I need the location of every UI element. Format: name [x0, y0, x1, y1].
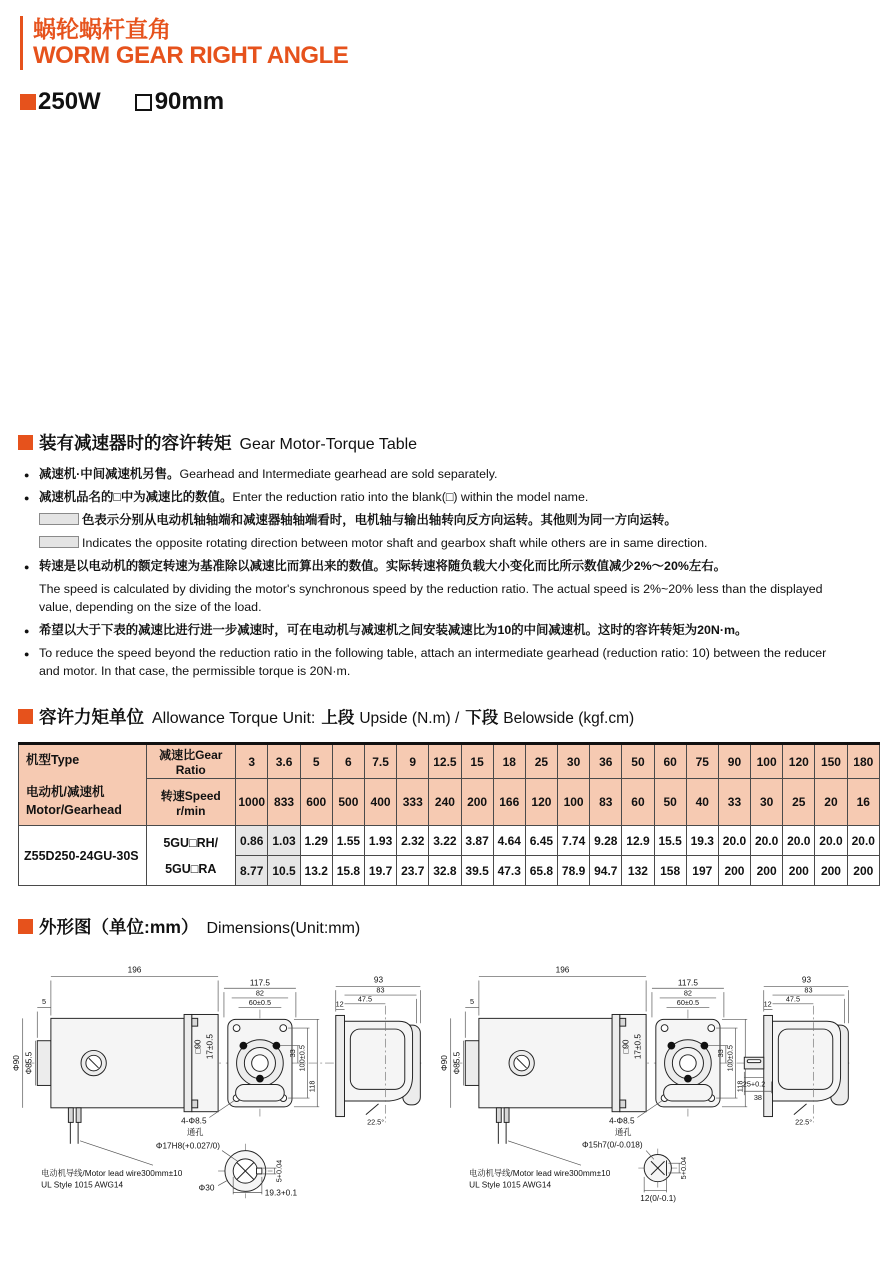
table-header-cell: 18 [493, 744, 525, 779]
table-header-cell: 6 [332, 744, 364, 779]
section-dims-en: Dimensions(Unit:mm) [206, 920, 361, 937]
note-zh: 色表示分别从电动机轴轴端和减速器轴轴端看时，电机轴与输出轴转向反方向运转。其他则为同一方向运转。 [82, 513, 677, 527]
lead-wire-note-1: 电动机导线/Motor lead wire300mm±10 [41, 1168, 183, 1178]
circle-element [280, 1025, 287, 1032]
table-header-cell: 90 [718, 744, 750, 779]
detail-keyh: 5+0.04 [678, 1156, 688, 1180]
table-value-cell: 19.3 [686, 826, 718, 856]
table-value-cell: 132 [622, 856, 654, 886]
detail-shaft: Φ15h7(0/-0.018) [581, 1140, 643, 1150]
table-header-cell: 500 [332, 779, 364, 826]
table-header-cell: 3.6 [268, 744, 300, 779]
table-value-cell: 12.9 [622, 826, 654, 856]
table-value-cell: 4.64 [493, 826, 525, 856]
bullet-icon [24, 535, 39, 553]
table-header-cell: 30 [751, 779, 783, 826]
table-value-cell: 20.0 [815, 826, 847, 856]
rect-element [747, 1060, 761, 1063]
note-en: Enter the reduction ratio into the blank(□) within the model name. [232, 490, 589, 504]
table-header-cell: 100 [558, 779, 590, 826]
table-header-cell: 20 [815, 779, 847, 826]
dim-118: 118 [735, 1080, 745, 1093]
dim-sq90: □90 [621, 1039, 631, 1054]
note-item [24, 512, 850, 530]
bullet-icon: ● [24, 625, 30, 636]
rect-element [504, 1108, 509, 1123]
note-item [24, 581, 850, 617]
lead-wire-note-2: UL Style 1015 AWG14 [41, 1180, 124, 1190]
table-header-cell: 25 [525, 744, 557, 779]
dim-83: 83 [376, 985, 385, 995]
dim-25: 25+0.2 [742, 1079, 766, 1089]
section-dims-zh: 外形图（单位:mm） [39, 917, 199, 937]
section-heading-dims [18, 914, 360, 939]
dim-117: 117.5 [677, 978, 698, 988]
upside-en: Upside (N.m) / [359, 710, 460, 727]
table-value-cell: 15.8 [332, 856, 364, 886]
rect-element [192, 1100, 198, 1108]
orange-square-icon [18, 435, 33, 450]
table-header-cell: 5 [300, 744, 332, 779]
table-header-cell: 120 [525, 779, 557, 826]
table-value-cell: 200 [815, 856, 847, 886]
table-header-cell: 150 [815, 744, 847, 779]
torque-table [18, 742, 880, 886]
rect-element [620, 1018, 626, 1026]
table-row-upside [19, 826, 880, 856]
table-header-cell: 50 [622, 744, 654, 779]
detail-flat: 12(0/-0.1) [640, 1194, 677, 1204]
rect-element [68, 1108, 73, 1123]
circle-element [233, 1025, 240, 1032]
rect-element [465, 1041, 479, 1086]
dim-dia90: Φ90 [12, 1055, 21, 1071]
table-header-cell: 7.5 [364, 744, 396, 779]
table-header-cell: 40 [686, 779, 718, 826]
page-title-zh: 蜗轮蜗杆直角 [33, 16, 171, 42]
rect-element [664, 1084, 713, 1101]
table-value-cell: 200 [751, 856, 783, 886]
table-value-cell: 19.7 [364, 856, 396, 886]
bullet-icon: ● [24, 493, 30, 503]
dim-118: 118 [307, 1080, 317, 1093]
dim-93: 93 [373, 975, 384, 985]
rect-element [496, 1108, 501, 1123]
dim-47: 47.5 [357, 994, 373, 1004]
dim-196: 196 [555, 965, 570, 975]
note-zh: 减速机品名的□中为减速比的数值。 [39, 490, 233, 504]
dim-12: 12 [335, 999, 344, 1009]
dim-17: 17±0.5 [633, 1033, 643, 1060]
rect-element [336, 1015, 345, 1116]
table-value-cell: 7.74 [558, 826, 590, 856]
line-element [80, 1141, 153, 1165]
dim-33: 33 [715, 1049, 725, 1058]
rect-element [184, 1014, 192, 1111]
model-cell: Z55D250-24GU-30S [19, 826, 147, 886]
detail-keyh: 5+0.04 [274, 1159, 284, 1183]
col1-line3: Motor/Gearhead [26, 803, 122, 818]
page-title [20, 16, 348, 70]
note-en: To reduce the speed beyond the reduction ratio in the following table, attach an intermediate gearhead (reduction ratio: 10) between the reducer and motor. In that case, the permissible torque is 20N·m. [39, 645, 827, 678]
table-value-cell: 23.7 [397, 856, 429, 886]
note-text [39, 558, 850, 576]
dimension-drawing-right [440, 946, 860, 1256]
dim-angle: 22.5° [367, 1117, 385, 1127]
rect-element [620, 1100, 626, 1108]
line-element [508, 1141, 581, 1165]
note-en: The speed is calculated by dividing the motor's synchronous speed by the reduction ratio. The actual speed is 2%~20% less than the displayed value, depending on the size of the load. [39, 581, 823, 614]
col1-line1: 机型Type [26, 752, 80, 767]
table-value-cell: 20.0 [783, 826, 815, 856]
detail-keyw: 19.3+0.1 [264, 1188, 298, 1198]
note-item [24, 558, 850, 576]
rect-element [257, 1168, 262, 1174]
table-row-speed [19, 779, 880, 826]
table-header-cell: 180 [847, 744, 879, 779]
table-header-cell: 15 [461, 744, 493, 779]
bullet-icon [24, 581, 39, 617]
rect-element [192, 1018, 198, 1026]
open-square-icon [135, 94, 152, 111]
rect-element [764, 1015, 773, 1116]
table-value-cell: 1.03 [268, 826, 300, 856]
note-item [24, 622, 850, 640]
circle-element [701, 1042, 709, 1050]
table-header-cell: 60 [654, 744, 686, 779]
note-item [24, 466, 850, 484]
dimension-drawing-left [12, 946, 432, 1256]
table-header-cell: 833 [268, 779, 300, 826]
page-title-en: WORM GEAR RIGHT ANGLE [33, 42, 349, 70]
dim-100: 100±0.5 [297, 1045, 307, 1072]
line-element [218, 1181, 227, 1186]
note-item [24, 645, 850, 681]
dim-holes: 4-Φ8.5 [609, 1116, 635, 1126]
spec-line [20, 88, 224, 116]
dim-93: 93 [801, 975, 812, 985]
gearhead-cell [146, 826, 235, 886]
direction-legend-box-icon [39, 536, 79, 548]
spec-frame: 90mm [154, 88, 225, 115]
belowside-en: Belowside (kgf.cm) [503, 710, 635, 727]
dim-5: 5 [470, 996, 475, 1006]
speed-label-cell [146, 779, 235, 826]
dim-sq90: □90 [193, 1039, 203, 1054]
upside-zh: 上段 [321, 709, 355, 727]
tbody-element [19, 744, 880, 886]
note-text [39, 622, 850, 640]
table-value-cell: 39.5 [461, 856, 493, 886]
note-zh: 希望以大于下表的减速比进行进一步减速时，可在电动机与减速机之间安装减速比为10的中间减速机。这时的容许转矩为20N·m。 [39, 622, 748, 637]
note-text [39, 489, 850, 507]
table-header-cell: 16 [847, 779, 879, 826]
filled-square-icon [20, 94, 36, 110]
direction-legend-box-icon [39, 513, 79, 525]
circle-element [273, 1042, 281, 1050]
dim-83: 83 [804, 985, 813, 995]
table-value-cell: 9.28 [590, 826, 622, 856]
section-torque-zh: 装有减速器时的容许转矩 [39, 433, 232, 453]
dim-dia90: Φ90 [440, 1055, 449, 1071]
table-header-cell: 333 [397, 779, 429, 826]
table-header-cell: 75 [686, 744, 718, 779]
note-en: Indicates the opposite rotating direction between motor shaft and gearbox shaft while others are in same direction. [82, 535, 708, 550]
dim-dia85: Φ85.5 [24, 1051, 34, 1075]
notes-list [24, 466, 850, 686]
col1-line2: 电动机/减速机 [26, 784, 105, 799]
note-zh: 转速是以电动机的额定转速为基准除以减速比而算出来的数值。实际转速将随负载大小变化而比所示数值减少2%～20%左右。 [39, 558, 727, 573]
table-header-cell: 166 [493, 779, 525, 826]
table-header-cell: 25 [783, 779, 815, 826]
circle-element [252, 1055, 269, 1072]
dim-82: 82 [255, 988, 264, 998]
orange-square-icon [18, 709, 33, 724]
dim-dia85: Φ85.5 [452, 1051, 462, 1075]
table-value-cell: 197 [686, 856, 718, 886]
spec-power: 250W [38, 88, 101, 115]
table-value-cell: 0.86 [235, 826, 267, 856]
table-value-cell: 15.5 [654, 826, 686, 856]
table-value-cell: 158 [654, 856, 686, 886]
note-text [39, 466, 850, 484]
table-value-cell: 32.8 [429, 856, 461, 886]
table-value-cell: 65.8 [525, 856, 557, 886]
table-col1-header [19, 744, 147, 826]
dim-angle: 22.5° [795, 1117, 813, 1127]
dim-82: 82 [683, 988, 692, 998]
note-item [24, 535, 850, 553]
rect-element [612, 1014, 620, 1111]
detail-bore: Φ17H8(+0.027/0) [155, 1141, 221, 1151]
dim-through: 通孔 [615, 1128, 632, 1138]
table-header-cell: 120 [783, 744, 815, 779]
circle-element [661, 1025, 668, 1032]
dim-holes: 4-Φ8.5 [181, 1116, 207, 1126]
dim-38: 38 [753, 1093, 762, 1103]
note-en: Gearhead and Intermediate gearhead are sold separately. [179, 467, 498, 481]
table-value-cell: 3.22 [429, 826, 461, 856]
table-header-cell: 200 [461, 779, 493, 826]
bullet-icon: ● [24, 561, 30, 572]
circle-element [708, 1025, 715, 1032]
table-header-cell: 9 [397, 744, 429, 779]
table-header-cell: 12.5 [429, 744, 461, 779]
belowside-zh: 下段 [465, 709, 499, 727]
table-value-cell: 78.9 [558, 856, 590, 886]
note-zh: 减速机·中间减速机另售。 [39, 467, 180, 481]
table-header-cell: 400 [364, 779, 396, 826]
table-value-cell: 1.93 [364, 826, 396, 856]
table-header-cell: 33 [718, 779, 750, 826]
table-value-cell: 6.45 [525, 826, 557, 856]
rect-element [192, 1014, 218, 1111]
rect-element [37, 1041, 51, 1086]
table-header-cell: 100 [751, 744, 783, 779]
table-header-cell: 1000 [235, 779, 267, 826]
table-value-cell: 2.32 [397, 826, 429, 856]
table-value-cell: 20.0 [718, 826, 750, 856]
table-value-cell: 20.0 [847, 826, 879, 856]
bullet-icon [24, 512, 39, 530]
note-text [39, 581, 850, 617]
dim-100: 100±0.5 [725, 1045, 735, 1072]
table-header-cell: 83 [590, 779, 622, 826]
rect-element [479, 1018, 612, 1107]
table-value-cell: 200 [718, 856, 750, 886]
ratio-label-cell: 减速比Gear Ratio [146, 744, 235, 779]
rect-element [620, 1014, 646, 1111]
rect-element [76, 1108, 81, 1123]
table-value-cell: 200 [783, 856, 815, 886]
table-header-cell: 30 [558, 744, 590, 779]
note-text [39, 512, 850, 530]
circle-element [684, 1075, 692, 1083]
table-value-cell: 1.55 [332, 826, 364, 856]
circle-element [240, 1042, 248, 1050]
gearhead-line2: 5GU□RA [165, 861, 217, 876]
dim-47: 47.5 [785, 994, 801, 1004]
dim-12: 12 [763, 999, 772, 1009]
dim-through: 通孔 [187, 1128, 204, 1138]
rect-element [51, 1018, 184, 1107]
dimension-drawings [12, 946, 860, 1256]
table-header-cell: 3 [235, 744, 267, 779]
table-header-cell: 600 [300, 779, 332, 826]
bullet-icon: ● [24, 648, 30, 659]
table-header-cell: 60 [622, 779, 654, 826]
line-element [366, 1104, 379, 1115]
note-text [39, 645, 850, 681]
section-unit-en: Allowance Torque Unit: [152, 710, 316, 727]
section-heading-torque [18, 430, 417, 455]
dim-60: 60±0.5 [676, 998, 700, 1008]
table-value-cell: 47.3 [493, 856, 525, 886]
note-item [24, 489, 850, 507]
dim-117: 117.5 [249, 978, 270, 988]
section-unit-zh: 容许力矩单位 [39, 707, 144, 727]
bullet-icon: ● [24, 470, 30, 480]
table-value-cell: 8.77 [235, 856, 267, 886]
dim-60: 60±0.5 [248, 998, 272, 1008]
table-value-cell: 200 [847, 856, 879, 886]
table-header-cell: 240 [429, 779, 461, 826]
table-value-cell: 20.0 [751, 826, 783, 856]
lead-wire-note-2: UL Style 1015 AWG14 [469, 1180, 552, 1190]
dim-17: 17±0.5 [205, 1033, 215, 1060]
table-header-cell: 50 [654, 779, 686, 826]
circle-element [256, 1075, 264, 1083]
speed-label: 转速Speed [160, 788, 221, 803]
section-heading-unit [18, 704, 634, 729]
table-value-cell: 3.87 [461, 826, 493, 856]
rect-element [236, 1084, 285, 1101]
table-row-ratio [19, 744, 880, 779]
table-value-cell: 94.7 [590, 856, 622, 886]
table-value-cell: 13.2 [300, 856, 332, 886]
table-value-cell: 10.5 [268, 856, 300, 886]
orange-square-icon [18, 919, 33, 934]
dim-33: 33 [287, 1049, 297, 1058]
lead-wire-note-1: 电动机导线/Motor lead wire300mm±10 [469, 1168, 611, 1178]
line-element [794, 1104, 807, 1115]
gearhead-line1: 5GU□RH/ [163, 835, 219, 850]
circle-element [668, 1042, 676, 1050]
section-torque-en: Gear Motor-Torque Table [239, 436, 418, 453]
circle-element [680, 1055, 697, 1072]
dim-196: 196 [127, 965, 142, 975]
detail-outer: Φ30 [198, 1183, 215, 1193]
table-header-cell: 36 [590, 744, 622, 779]
table-value-cell: 1.29 [300, 826, 332, 856]
note-text [39, 535, 850, 553]
speed-unit: r/min [176, 803, 206, 818]
dim-5: 5 [42, 996, 47, 1006]
